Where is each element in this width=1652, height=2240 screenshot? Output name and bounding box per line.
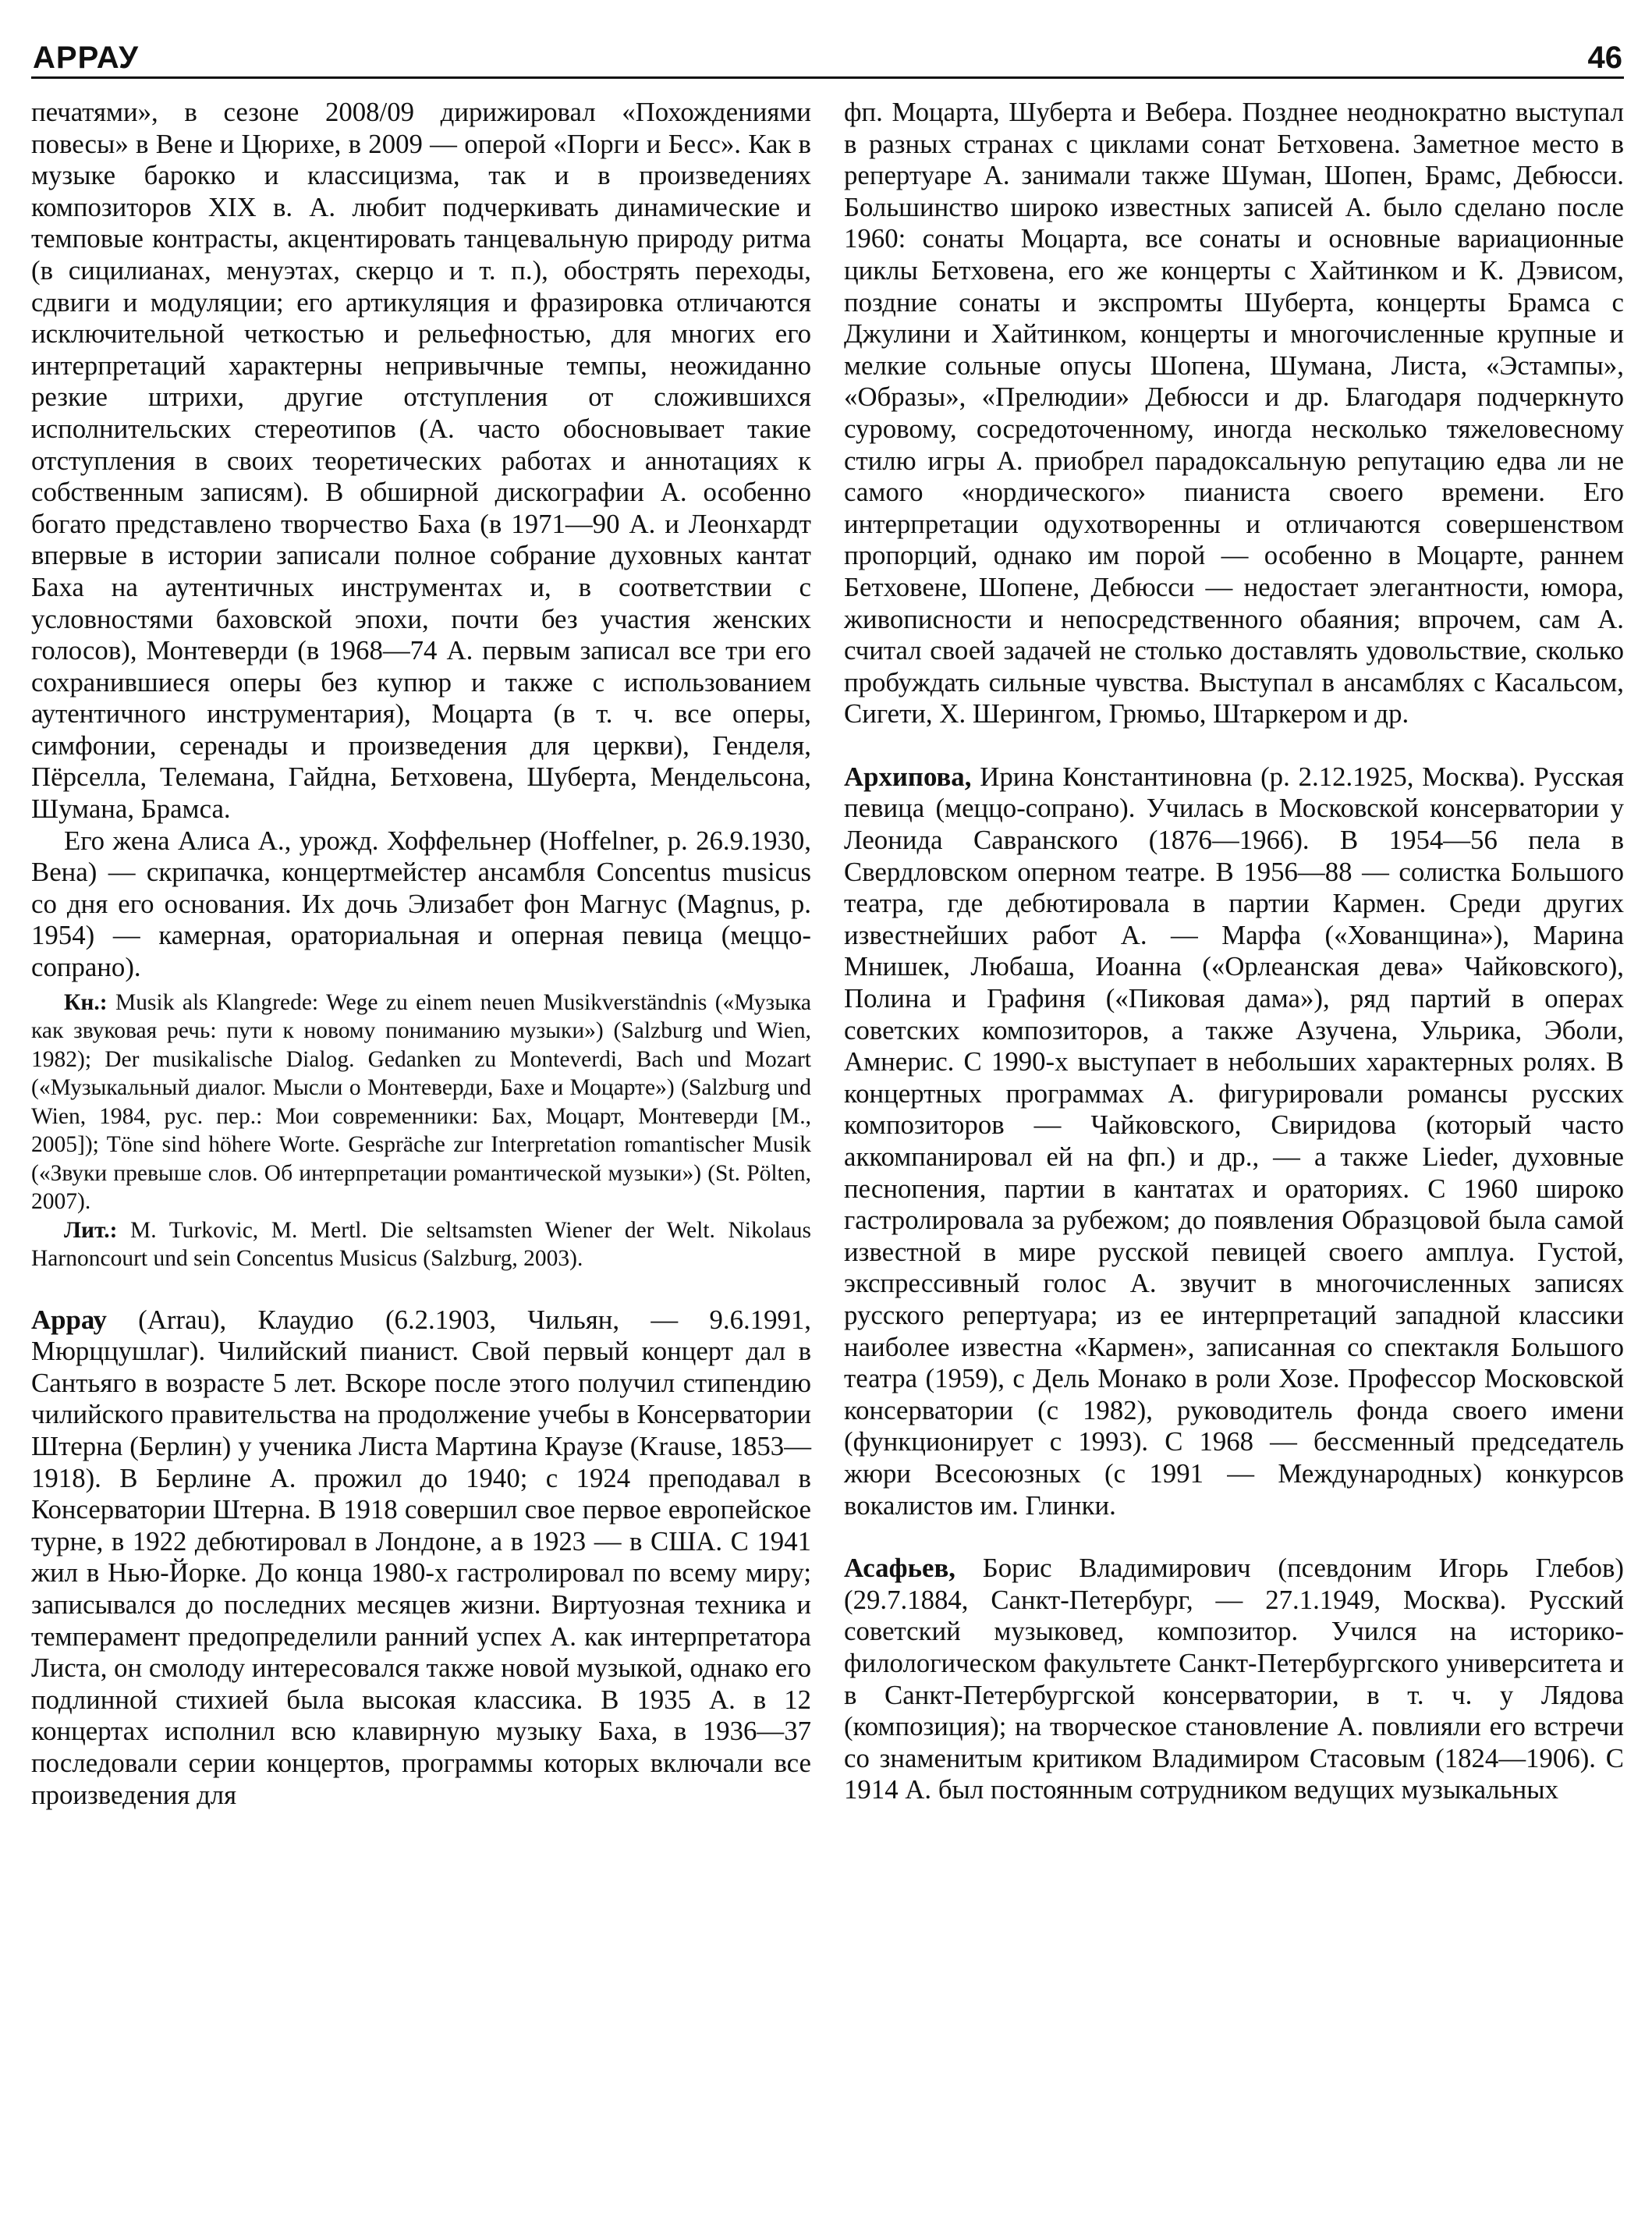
right-column: [844, 97, 1624, 1806]
asafiev-text: Борис Владимирович (псевдоним Игорь Глебов) (29.7.1884, Санкт-Петербург, — 27.1.1949, Москва). Русский советский музыковед, композитор. Учился на историко-филологическом факультете Санкт-Петербургского университета и в Санкт-Петербургской консерватории, в т. ч. у Лядова (композиция); на творческое становление А. повлияли его встречи со знаменитым критиком Владимиром Стасовым (1824—1906). С 1914 А. был постоянным сотрудником ведущих музыкальных: [844, 1553, 1625, 1805]
literature-label: Лит.:: [64, 1217, 118, 1243]
asafiev-entry: [844, 1553, 1624, 1806]
books-list: [31, 989, 811, 1216]
arkhipova-headword: Архипова,: [844, 761, 972, 792]
books-text: Musik als Klangrede: Wege zu einem neuen Musikverständnis («Музыка как звуковая речь: пути к новому пониманию музыки») (Salzburg und Wien, 1982); Der musikalische Dialog. Gedanken zu Monteverdi, Bach und Mozart («Музыкальный диалог. Мысли о Монтеверди, Бахе и Моцарте») (Salzburg und Wien, 1984, рус. пер.: Мои современники: Бах, Моцарт, Монтеверди [М., 2005]); Töne sind höhere Worte. Gespräche zur Interpretation romantischer Musik («Звуки превыше слов. Об интерпретации романтической музыки») (St. Pölten, 2007).: [31, 989, 812, 1215]
arrau-entry: [31, 1305, 811, 1812]
arkhipova-entry: [844, 761, 1624, 1521]
literature-text: M. Turkovic, M. Mertl. Die seltsamsten Wiener der Welt. Nikolaus Harnoncourt und sein Concentus Musicus (Salzburg, 2003).: [31, 1217, 812, 1272]
harnoncourt-family-paragraph: Его жена Алиса А., урожд. Хоффельнер (Hoffelner, р. 26.9.1930, Вена) — скрипачка, концертмейстер ансамбля Concentus musicus со дня его основания. Их дочь Элизабет фон Магнус (Magnus, р. 1954) — камерная, ораториальная и оперная певица (меццо-сопрано).: [31, 825, 811, 983]
page-number: 46: [1587, 41, 1622, 75]
literature-list: [31, 1216, 811, 1273]
running-head: АРРАУ: [33, 41, 139, 75]
arrau-entry-continuation: фп. Моцарта, Шуберта и Вебера. Позднее неоднократно выступал в разных странах с циклами сонат Бетховена. Заметное место в репертуаре А. занимали также Шуман, Шопен, Брамс, Дебюсси. Большинство широко известных записей А. было сделано после 1960: сонаты Моцарта, все сонаты и основные вариационные циклы Бетховена, его же концерты с Хайтинком и К. Дэвисом, поздние сонаты и экспромты Шуберта, концерты Брамса с Джулини и Хайтинком, концерты и многочисленные крупные и мелкие сольные опусы Шопена, Шумана, Листа, «Эстампы», «Образы», «Прелюдии» Дебюсси и др. Благодаря подчеркнуто суровому, сосредоточенному, иногда несколько тяжеловесному стилю игры А. приобрел парадоксальную репутацию едва ли не самого «нордического» пианиста своего времени. Его интерпретации одухотворенны и отличаются совершенством пропорций, однако им порой — особенно в Моцарте, раннем Бетховене, Шопене, Дебюсси — недостает элегантности, юмора, живописности и непосредственного обаяния; впрочем, сам А. считал своей задачей не столько доставлять удовольствие, сколько пробуждать сильные чувства. Выступал в ансамблях с Касальсом, Сигети, Х. Шерингом, Грюмьо, Штаркером и др.: [844, 97, 1624, 730]
arrau-headword: Аррау: [31, 1304, 107, 1335]
harnoncourt-entry-continuation: печатями», в сезоне 2008/09 дирижировал «Похождениями повесы» в Вене и Цюрихе, в 2009 — оперой «Порги и Бесс». Как в музыке барокко и классицизма, так и в произведениях композиторов XIX в. А. любит подчеркивать динамические и темповые контрасты, акцентировать танцевальную природу ритма (в сицилианах, менуэтах, скерцо и т. п.), обострять переходы, сдвиги и модуляции; его артикуляция и фразировка отличаются исключительной четкостью и рельефностью, для многих его интерпретаций характерны непривычные темпы, неожиданно резкие штрихи, другие отступления от сложившихся исполнительских стереотипов (А. часто обосновывает такие отступления в своих теоретических работах и аннотациях к собственным записям). В обширной дискографии А. особенно богато представлено творчество Баха (в 1971—90 А. и Леонхардт впервые в истории записали полное собрание духовных кантат Баха на аутентичных инструментах и, в соответствии с условностями баховской эпохи, почти без участия женских голосов), Монтеверди (в 1968—74 А. первым записал все три его сохранившиеся оперы без купюр и также с использованием аутентичного инструментария), Моцарта (в т. ч. все оперы, симфонии, серенады и произведения для церкви), Генделя, Пёрселла, Телемана, Гайдна, Бетховена, Шуберта, Мендельсона, Шумана, Брамса.: [31, 97, 811, 825]
page-header: [31, 37, 1624, 79]
arrau-text: (Arrau), Клаудио (6.2.1903, Чильян, — 9.6.1991, Мюрццушлаг). Чилийский пианист. Свой первый концерт дал в Сантьяго в возрасте 5 лет. Вскоре после этого получил стипендию чилийского правительства на продолжение учебы в Консерватории Штерна (Берлин) у ученика Листа Мартина Краузе (Krause, 1853—1918). В Берлине А. прожил до 1940; с 1924 преподавал в Консерватории Штерна. В 1918 совершил свое первое европейское турне, в 1922 дебютировал в Лондоне, а в 1923 — в США. С 1941 жил в Нью-Йорке. До конца 1980-х гастролировал по всему миру; записывался до последних месяцев жизни. Виртуозная техника и темперамент предопределили ранний успех А. как интерпретатора Листа, он смолоду интересовался также новой музыкой, однако его подлинной стихией была высокая классика. В 1935 А. в 12 концертах исполнил всю клавирную музыку Баха, в 1936—37 последовали серии концертов, программы которых включали все произведения для: [31, 1304, 811, 1810]
books-label: Кн.:: [64, 989, 108, 1015]
asafiev-headword: Асафьев,: [844, 1553, 955, 1584]
arkhipova-text: Ирина Константиновна (р. 2.12.1925, Москва). Русская певица (меццо-сопрано). Училась в Московской консерватории у Леонида Савранского (1876—1966). В 1954—56 пела в Свердловском оперном театре. В 1956—88 — солистка Большого театра, где дебютировала в партии Кармен. Среди других известнейших работ А. — Марфа («Хованщина»), Марина Мнишек, Любаша, Иоанна («Орлеанская дева» Чайковского), Полина и Графиня («Пиковая дама»), ряд партий в операх советских композиторов, а также Азучена, Ульрика, Эболи, Амнерис. С 1990-х выступает в небольших характерных ролях. В концертных программах А. фигурировали романсы русских композиторов — Чайковского, Свиридова (который часто аккомпанировал ей на фп.) и др., — а также Lieder, духовные песнопения, партии в кантатах и ораториях. С 1960 широко гастролировала за рубежом; до появления Образцовой была самой известной в мире русской певицей своего амплуа. Густой, экспрессивный голос А. звучит в многочисленных записях русского репертуара; из ее интерпретаций западной классики наиболее известна «Кармен», записанная со спектакля Большого театра (1959), с Дель Монако в роли Хозе. Профессор Московской консерватории (с 1982), руководитель фонда своего имени (функционирует с 1993). С 1968 — бессменный председатель жюри Всесоюзных (с 1991 — Международных) конкурсов вокалистов им. Глинки.: [844, 761, 1624, 1521]
left-column: [31, 97, 811, 1811]
